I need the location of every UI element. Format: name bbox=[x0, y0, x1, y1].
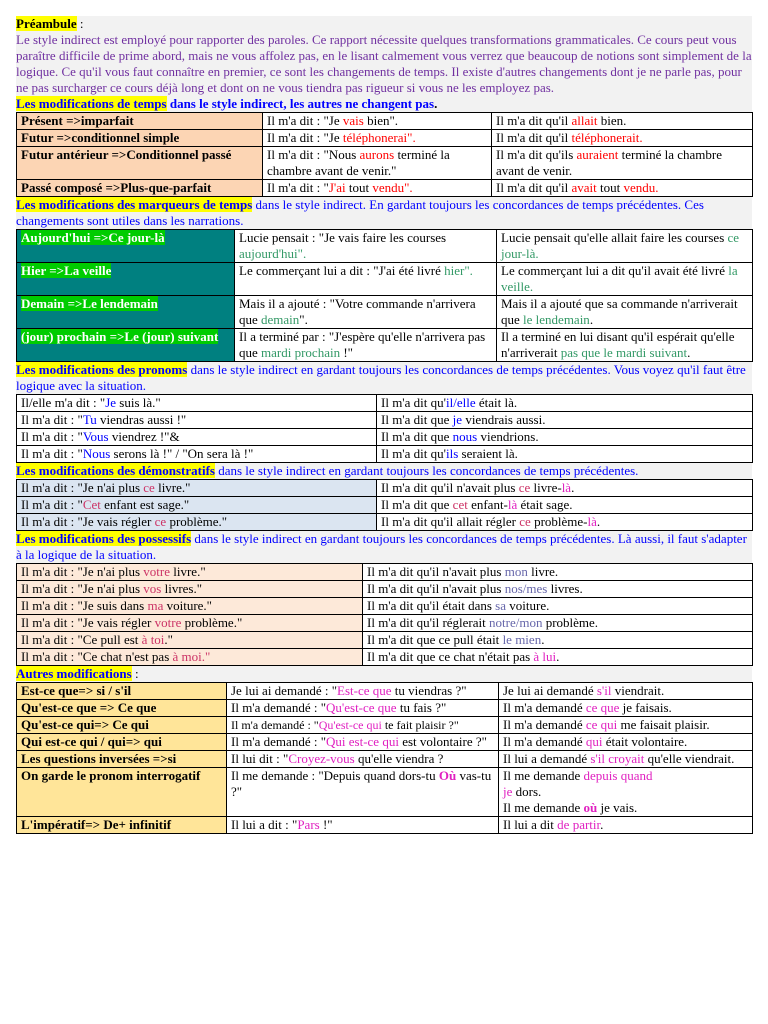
row-label: Est-ce que=> si / s'il bbox=[17, 683, 227, 700]
indirect-cell: Il a terminé en lui disant qu'il espérait qu'elle n'arriverait pas que le mardi suivant. bbox=[497, 329, 753, 362]
table-row bbox=[17, 734, 753, 751]
table-row bbox=[17, 395, 753, 412]
direct-cell: Il m'a dit : "Je suis dans ma voiture." bbox=[17, 598, 363, 615]
preambule-heading: Préambule : bbox=[16, 16, 752, 32]
direct-cell: Il lui a dit : "Pars !" bbox=[227, 817, 499, 834]
table-row bbox=[17, 446, 753, 463]
indirect-cell: Il m'a dit qu'il allait régler ce problème-là. bbox=[377, 514, 753, 531]
marqueurs-table bbox=[16, 229, 753, 362]
direct-cell: Je lui ai demandé : "Est-ce que tu viendras ?" bbox=[227, 683, 499, 700]
table-row bbox=[17, 412, 753, 429]
indirect-cell: Il m'a dit qu'il n'avait plus nos/mes livres. bbox=[363, 581, 753, 598]
direct-cell: Il m'a dit : "Vous viendrez !"& bbox=[17, 429, 377, 446]
direct-cell: Il m'a dit : "Je n'ai plus ce livre." bbox=[17, 480, 377, 497]
indirect-cell: Il m'a dit qu'il/elle était là. bbox=[377, 395, 753, 412]
table-row bbox=[17, 429, 753, 446]
direct-cell: Il m'a dit : "Cet enfant est sage." bbox=[17, 497, 377, 514]
indirect-cell: Il m'a dit qu'il n'avait plus ce livre-là. bbox=[377, 480, 753, 497]
indirect-cell: Il m'a dit qu'ils auraient terminé la chambre avant de venir. bbox=[492, 147, 753, 180]
direct-cell: Il lui dit : "Croyez-vous qu'elle viendra ? bbox=[227, 751, 499, 768]
indirect-cell: Mais il a ajouté que sa commande n'arriverait que le lendemain. bbox=[497, 296, 753, 329]
indirect-cell: Je lui ai demandé s'il viendrait. bbox=[499, 683, 753, 700]
pronoms-heading: Les modifications des pronoms dans le style indirect en gardant toujours les concordances de temps précédentes. Vous voyez qu'il faut être logique avec la situation. bbox=[16, 362, 752, 394]
demonstratifs-heading: Les modifications des démonstratifs dans le style indirect en gardant toujours les concordances de temps précédentes. bbox=[16, 463, 752, 479]
indirect-cell: Il m'a dit qu'il avait tout vendu. bbox=[492, 180, 753, 197]
temps-heading: Les modifications de temps dans le style indirect, les autres ne changent pas. bbox=[16, 96, 752, 112]
row-label: Aujourd'hui =>Ce jour-là bbox=[17, 230, 235, 263]
table-row bbox=[17, 514, 753, 531]
table-row bbox=[17, 180, 753, 197]
indirect-cell: Il me demande depuis quand je dors. Il me demande où je vais. bbox=[499, 768, 753, 817]
indirect-cell: Il m'a dit qu'il réglerait notre/mon problème. bbox=[363, 615, 753, 632]
row-label: On garde le pronom interrogatif bbox=[17, 768, 227, 817]
table-row bbox=[17, 480, 753, 497]
direct-cell: Il m'a dit : "Ce pull est à toi." bbox=[17, 632, 363, 649]
direct-cell: Il m'a dit : "Je vais régler ce problème." bbox=[17, 514, 377, 531]
indirect-cell: Il m'a dit que nous viendrions. bbox=[377, 429, 753, 446]
direct-cell: Il m'a dit : "Nous serons là !" / "On sera là !" bbox=[17, 446, 377, 463]
direct-cell: Il m'a dit : "Je n'ai plus vos livres." bbox=[17, 581, 363, 598]
indirect-cell: Il m'a dit que ce pull était le mien. bbox=[363, 632, 753, 649]
row-label: (jour) prochain =>Le (jour) suivant bbox=[17, 329, 235, 362]
table-row bbox=[17, 751, 753, 768]
direct-cell: Il/elle m'a dit : "Je suis là." bbox=[17, 395, 377, 412]
direct-cell: Il m'a demandé : "Qu'est-ce qui te fait plaisir ?" bbox=[227, 717, 499, 734]
row-label: Qui est-ce qui / qui=> qui bbox=[17, 734, 227, 751]
table-row bbox=[17, 632, 753, 649]
row-label: Passé composé =>Plus-que-parfait bbox=[17, 180, 263, 197]
table-row bbox=[17, 329, 753, 362]
possessifs-heading: Les modifications des possessifs dans le style indirect en gardant toujours les concordances de temps précédentes. Là aussi, il faut s'adapter à la logique de la situation. bbox=[16, 531, 752, 563]
indirect-cell: Il m'a dit qu'ils seraient là. bbox=[377, 446, 753, 463]
table-row bbox=[17, 564, 753, 581]
document-page bbox=[16, 0, 752, 834]
row-label: Futur antérieur =>Conditionnel passé bbox=[17, 147, 263, 180]
indirect-cell: Lucie pensait qu'elle allait faire les courses ce jour-là. bbox=[497, 230, 753, 263]
direct-cell: Il m'a dit : "Ce chat n'est pas à moi." bbox=[17, 649, 363, 666]
marqueurs-heading: Les modifications des marqueurs de temps dans le style indirect. En gardant toujours les concordances de temps précédentes. Ces changements sont utiles dans les narrations. bbox=[16, 197, 752, 229]
direct-cell: Il m'a dit : "J'ai tout vendu". bbox=[263, 180, 492, 197]
direct-cell: Il m'a demandé : "Qui est-ce qui est volontaire ?" bbox=[227, 734, 499, 751]
demonstratifs-table bbox=[16, 479, 753, 531]
table-row bbox=[17, 113, 753, 130]
indirect-cell: Le commerçant lui a dit qu'il avait été livré la veille. bbox=[497, 263, 753, 296]
indirect-cell: Il m'a dit qu'il n'avait plus mon livre. bbox=[363, 564, 753, 581]
table-row bbox=[17, 263, 753, 296]
indirect-cell: Il lui a dit de partir. bbox=[499, 817, 753, 834]
temps-table bbox=[16, 112, 753, 197]
row-label: Présent =>imparfait bbox=[17, 113, 263, 130]
preambule-title: Préambule bbox=[16, 16, 77, 31]
table-row bbox=[17, 130, 753, 147]
direct-cell: Il m'a dit : "Je vais régler votre problème." bbox=[17, 615, 363, 632]
row-label: Qu'est-ce que => Ce que bbox=[17, 700, 227, 717]
table-row bbox=[17, 296, 753, 329]
possessifs-table bbox=[16, 563, 753, 666]
direct-cell: Mais il a ajouté : "Votre commande n'arrivera que demain". bbox=[235, 296, 497, 329]
row-label: Qu'est-ce qui=> Ce qui bbox=[17, 717, 227, 734]
indirect-cell: Il lui a demandé s'il croyait qu'elle viendrait. bbox=[499, 751, 753, 768]
indirect-cell: Il m'a dit qu'il allait bien. bbox=[492, 113, 753, 130]
table-row bbox=[17, 817, 753, 834]
direct-cell: Lucie pensait : "Je vais faire les courses aujourd'hui". bbox=[235, 230, 497, 263]
table-row bbox=[17, 497, 753, 514]
table-row bbox=[17, 683, 753, 700]
table-row bbox=[17, 649, 753, 666]
table-row bbox=[17, 147, 753, 180]
indirect-cell: Il m'a demandé qui était volontaire. bbox=[499, 734, 753, 751]
direct-cell: Il m'a dit : "Tu viendras aussi !" bbox=[17, 412, 377, 429]
direct-cell: Il m'a dit : "Je téléphonerai". bbox=[263, 130, 492, 147]
table-row bbox=[17, 581, 753, 598]
autres-table bbox=[16, 682, 753, 834]
direct-cell: Il m'a demandé : "Qu'est-ce que tu fais ?" bbox=[227, 700, 499, 717]
direct-cell: Il m'a dit : "Nous aurons terminé la chambre avant de venir." bbox=[263, 147, 492, 180]
row-label: Les questions inversées =>si bbox=[17, 751, 227, 768]
indirect-cell: Il m'a demandé ce qui me faisait plaisir. bbox=[499, 717, 753, 734]
row-label: Hier =>La veille bbox=[17, 263, 235, 296]
indirect-cell: Il m'a dit qu'il était dans sa voiture. bbox=[363, 598, 753, 615]
row-label: Futur =>conditionnel simple bbox=[17, 130, 263, 147]
table-row bbox=[17, 700, 753, 717]
row-label: Demain =>Le lendemain bbox=[17, 296, 235, 329]
direct-cell: Il m'a dit : "Je n'ai plus votre livre." bbox=[17, 564, 363, 581]
table-row bbox=[17, 598, 753, 615]
indirect-cell: Il m'a dit que ce chat n'était pas à lui. bbox=[363, 649, 753, 666]
row-label: L'impératif=> De+ infinitif bbox=[17, 817, 227, 834]
table-row bbox=[17, 768, 753, 817]
table-row bbox=[17, 230, 753, 263]
table-row bbox=[17, 717, 753, 734]
direct-cell: Il me demande : "Depuis quand dors-tu Où vas-tu ?" bbox=[227, 768, 499, 817]
indirect-cell: Il m'a dit qu'il téléphonerait. bbox=[492, 130, 753, 147]
preambule-text: Le style indirect est employé pour rapporter des paroles. Ce rapport nécessite quelques transformations grammaticales. Ce cours peut vous paraître difficile de prime abord, mais ne vous affolez pas, en le lisant calmement vous verrez que beaucoup de notions sont simplement de la logique. Ce qu'il vous faut connaître en premier, ce sont les changements de temps. Il existe d'autres changements dont je ne parle pas, pour ne pas surcharger ce cours déjà long et dont on ne vous tiendra pas rigueur si vous ne les employez pas. bbox=[16, 32, 752, 95]
autres-heading: Autres modifications : bbox=[16, 666, 752, 682]
direct-cell: Il m'a dit : "Je vais bien". bbox=[263, 113, 492, 130]
indirect-cell: Il m'a dit que je viendrais aussi. bbox=[377, 412, 753, 429]
indirect-cell: Il m'a dit que cet enfant-là était sage. bbox=[377, 497, 753, 514]
table-row bbox=[17, 615, 753, 632]
direct-cell: Il a terminé par : "J'espère qu'elle n'arrivera pas que mardi prochain !" bbox=[235, 329, 497, 362]
direct-cell: Le commerçant lui a dit : "J'ai été livré hier". bbox=[235, 263, 497, 296]
indirect-cell: Il m'a demandé ce que je faisais. bbox=[499, 700, 753, 717]
pronoms-table bbox=[16, 394, 753, 463]
